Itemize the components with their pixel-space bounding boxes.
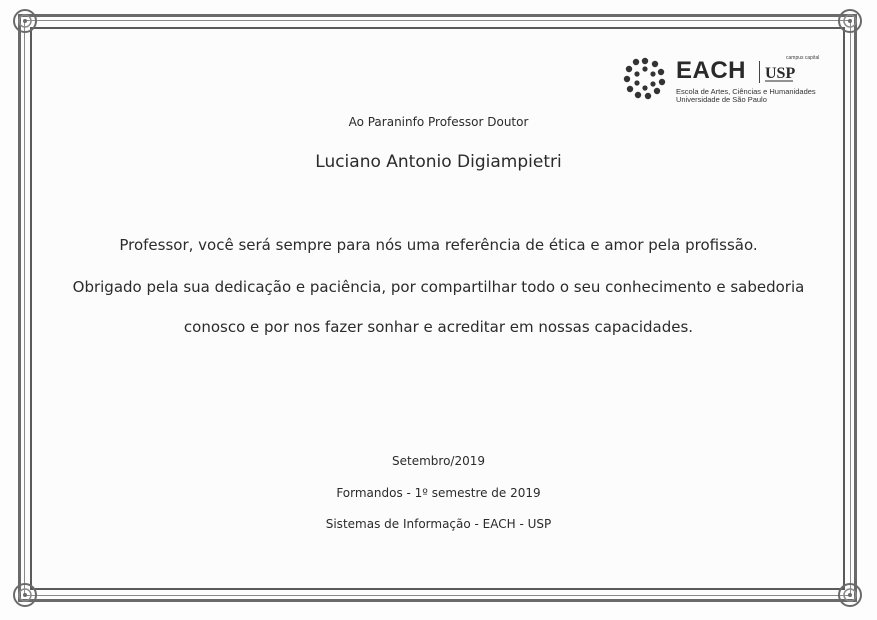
- svg-text:USP: USP: [765, 65, 796, 82]
- corner-ornament-icon: [8, 578, 42, 612]
- course-line: Sistemas de Informação - EACH - USP: [325, 517, 552, 531]
- message-line-2: Obrigado pela sua dedicação e paciência, por compartilhar todo o seu conhecimento e sabedoria: [72, 278, 805, 296]
- honoree-name: Luciano Antonio Digiampietri: [315, 152, 562, 172]
- logo-each-text: EACH: [676, 57, 747, 84]
- each-usp-logo: [622, 55, 822, 105]
- logo-divider: [759, 61, 760, 83]
- message-line-1: Professor, você será sempre para nós uma referência de ética e amor pela profissão.: [119, 236, 758, 254]
- logo-campus-text: campus capital: [786, 55, 820, 61]
- class-line: Formandos - 1º semestre de 2019: [336, 486, 541, 500]
- message-line-3: conosco e por nos fazer sonhar e acreditar em nossas capacidades.: [183, 318, 694, 336]
- logo-subtitle-line2: Universidade de São Paulo: [676, 95, 767, 104]
- date-line: Setembro/2019: [392, 454, 485, 468]
- dedication-line: Ao Paraninfo Professor Doutor: [348, 115, 529, 129]
- border-inner: [30, 27, 845, 590]
- corner-ornament-icon: [833, 4, 867, 38]
- corner-ornament-icon: [833, 578, 867, 612]
- usp-logo-icon: [763, 61, 805, 83]
- corner-ornament-icon: [8, 4, 42, 38]
- each-logo-mark-icon: [622, 55, 668, 101]
- logo-subtitle-line1: Escola de Artes, Ciências e Humanidades: [676, 87, 816, 96]
